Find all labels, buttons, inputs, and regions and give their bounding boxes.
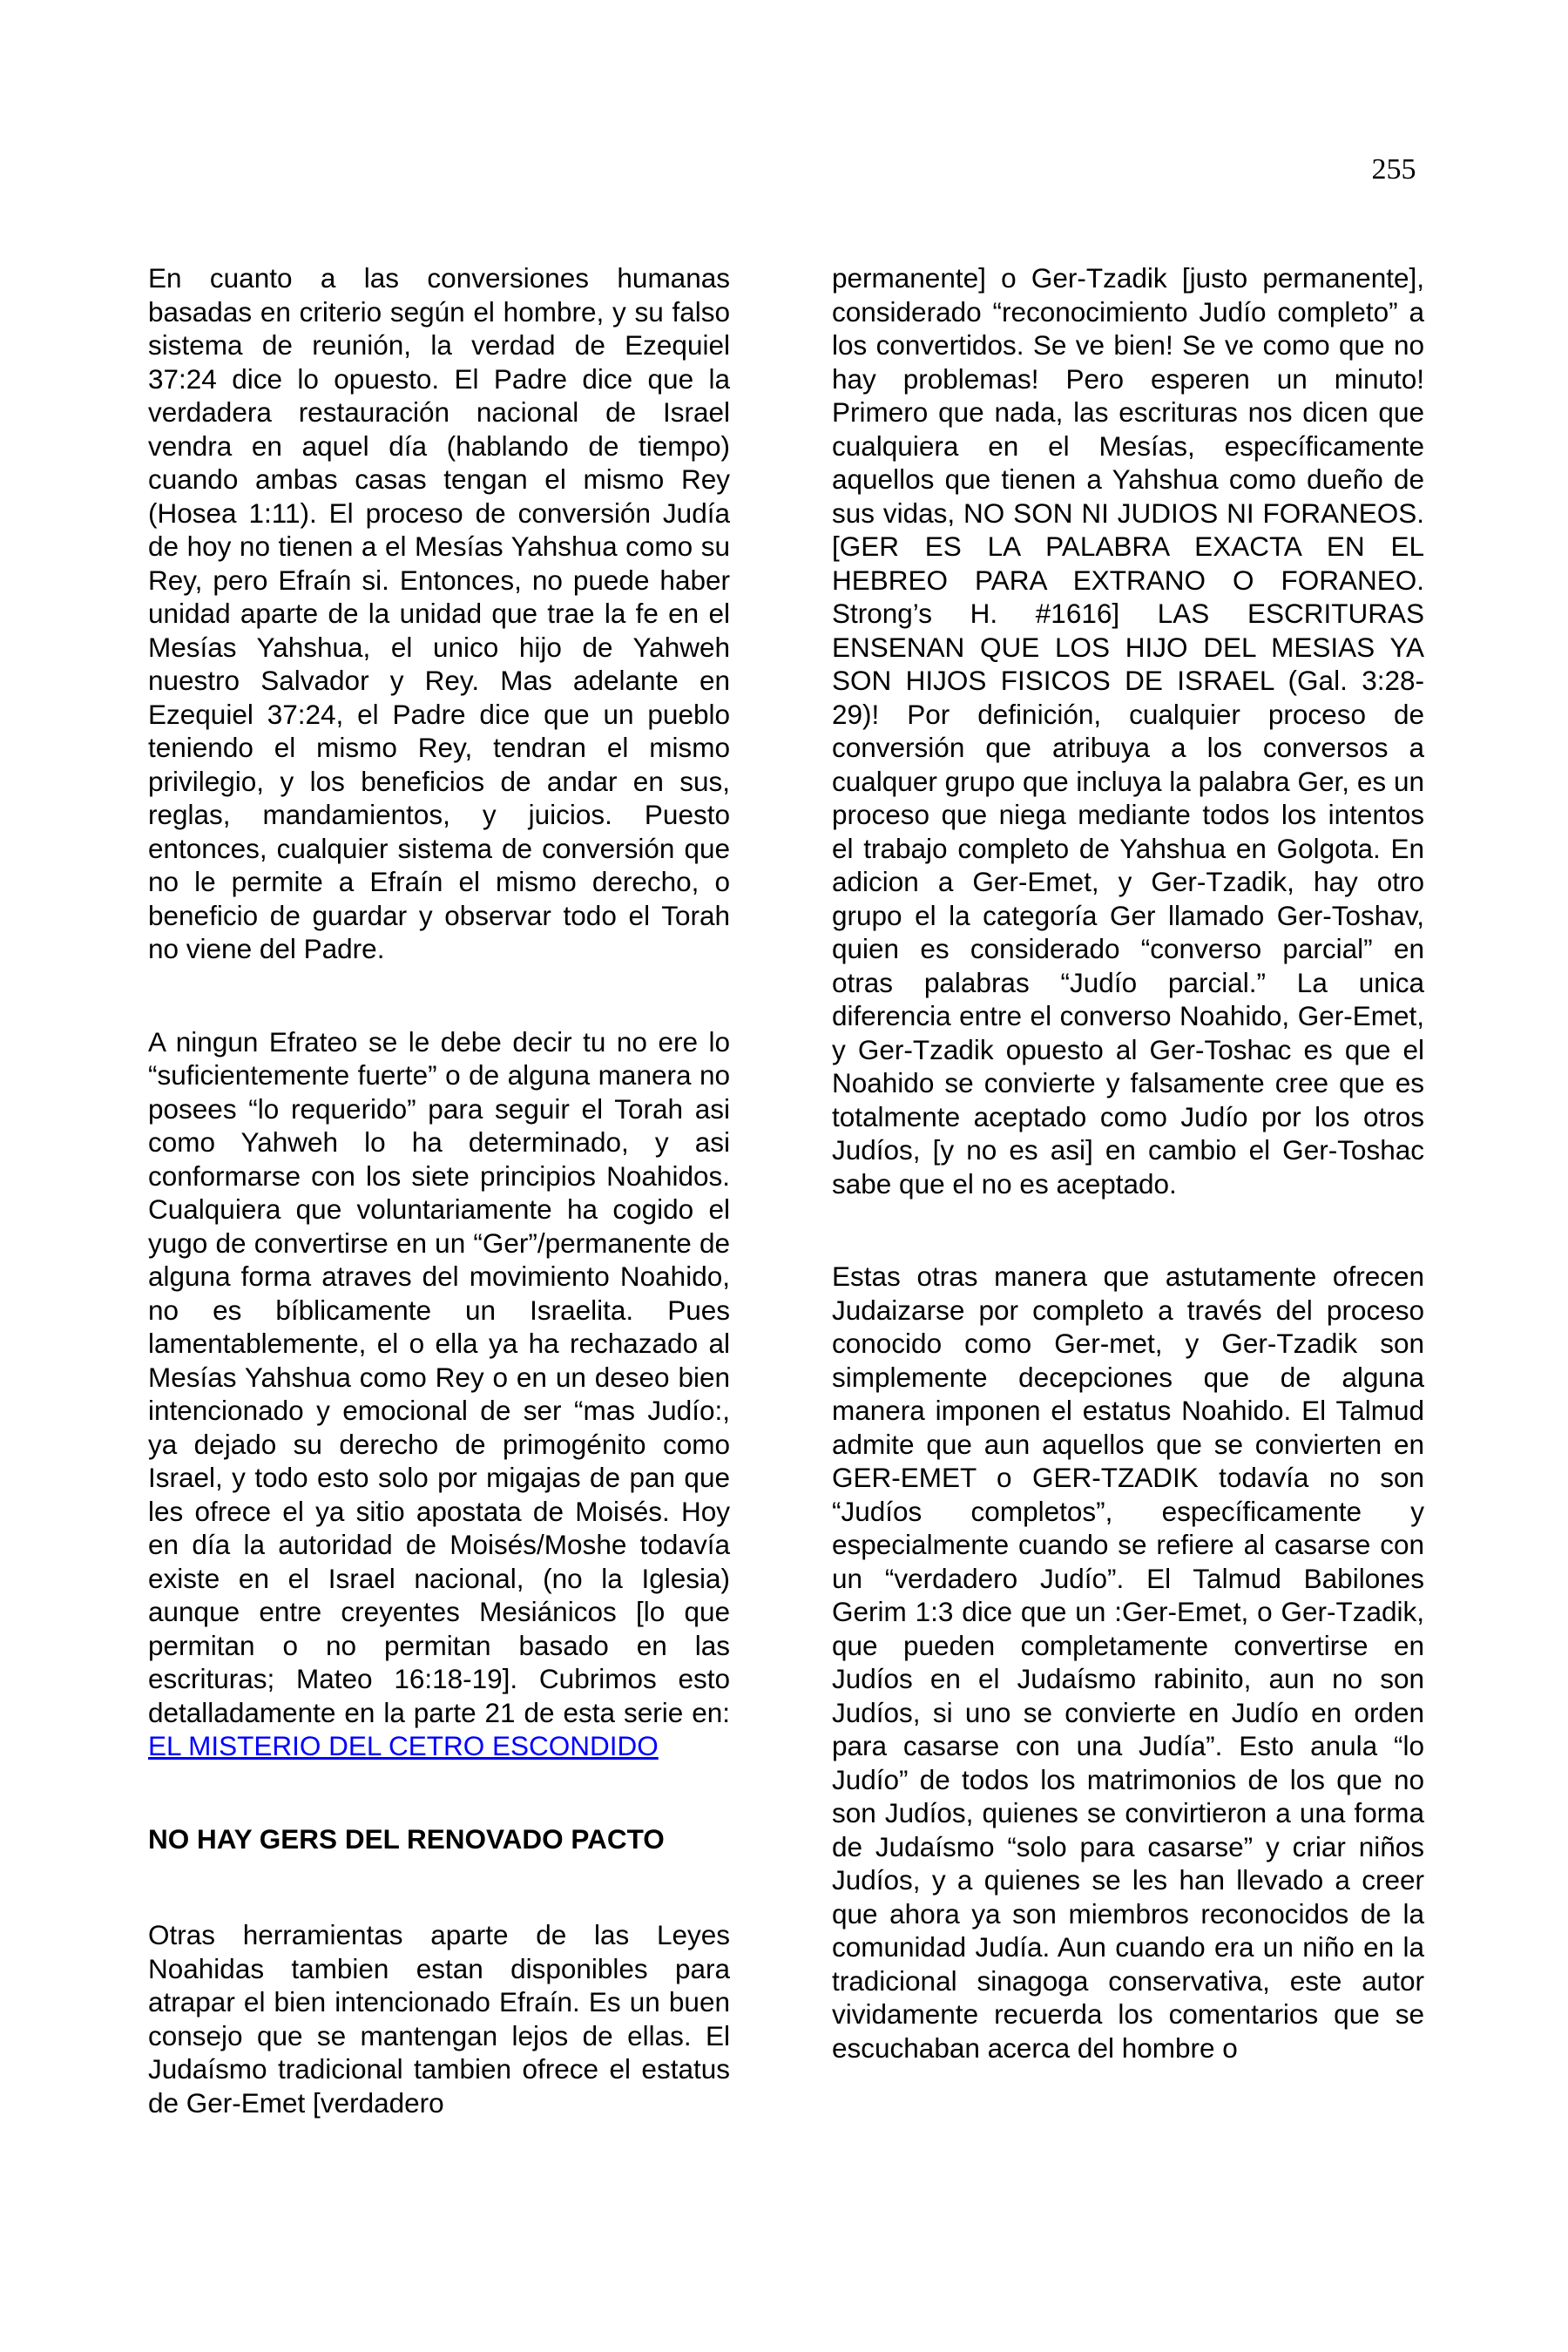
paragraph-otras-herramientas: Otras herramientas aparte de las Leyes Noahidas tambien estan disponibles para atrapar el bien intencionado Efraín. Es un buen consejo que se mantengan lejos de ellas. El Judaísmo tradicional tambien ofrece el estatus de Ger-Emet [verdadero: [148, 1919, 730, 2119]
section-heading-no-hay-gers: NO HAY GERS DEL RENOVADO PACTO: [148, 1822, 665, 1855]
paragraph-efrateo-text: A ningun Efrateo se le debe decir tu no ere lo “suficientemente fuerte” o de alguna manera no posees “lo requerido” para seguir el Torah asi como Yahweh lo ha determinado, y asi conformarse con los siete principios Noahidos. Cualquiera que voluntariamente ha cogido el yugo de convertirse en un “Ger”/permanente de alguna forma atraves del movimiento Noahido, no es bíblicamente un Israelita. Pues lamentablemente, el o ella ya ha rechazado al Mesías Yahshua como Rey o en un deseo bien intencionado y emocional de ser “mas Judío:, ya dejado su derecho de primogénito como Israel, y todo esto solo por migajas de pan que les ofrece el ya sitio apostata de Moisés. Hoy en día la autoridad de Moisés/Moshe todavía existe en el Israel nacional, (no la Iglesia) aunque entre creyentes Mesiánicos [lo que permitan o no permitan basado en las escrituras; Mateo 16:18-19]. Cubrimos esto detalladamente en la parte 21 de esta serie en:: [148, 1025, 730, 1728]
paragraph-estas-otras-maneras: Estas otras manera que astutamente ofrecen Judaizarse por completo a través del proceso conocido como Ger-met, y Ger-Tzadik son simplemente decepciones que de alguna manera imponen el estatus Noahido. El Talmud admite que aun aquellos que se convierten en GER-EMET o GER-TZADIK todavía no son “Judíos completos”, específicamente y especialmente cuando se refiere al casarse con un “verdadero Judío”. El Talmud Babilones Gerim 1:3 dice que un :Ger-Emet, o Ger-Tzadik, que pueden completamente convertirse en Judíos en el Judaísmo rabinito, aun no son Judíos, si uno se convierte en Judío en orden para casarse con una Judía”. Esto anula “lo Judío” de todos los matrimonios de los que no son Judíos, quienes se convirtieron a una forma de Judaísmo “solo para casarse” y criar niños Judíos, y a quienes se les han llevado a creer que ahora ya son miembros reconocidos de la comunidad Judía. Aun cuando era un niño en la tradicional sinagoga conservativa, este autor vividamente recuerda los comentarios que se escuchaban acerca del hombre o: [832, 1260, 1424, 2064]
paragraph-permanente-ger-tzadik: permanente] o Ger-Tzadik [justo permanente], considerado “reconocimiento Judío completo” a los convertidos. Se ve bien! Se ve como que no hay problemas! Pero esperen un minuto! Primero que nada, las escrituras nos dicen que cualquiera en el Mesías, específicamente aquellos que tienen a Yahshua como dueño de sus vidas, NO SON NI JUDIOS NI FORANEOS. [GER ES LA PALABRA EXACTA EN EL HEBREO PARA EXTRANO O FORANEO. Strong’s H. #1616] LAS ESCRITURAS ENSENAN QUE LOS HIJO DEL MESIAS YA SON HIJOS FISICOS DE ISRAEL (Gal. 3:28-29)! Por definición, cualquier proceso de conversión que atribuya a los conversos a cualquer grupo que incluya la palabra Ger, es un proceso que niega mediante todos los intentos el trabajo completo de Yahshua en Golgota. En adicion a Ger-Emet, y Ger-Tzadik, hay otro grupo el la categoría Ger llamado Ger-Toshav, quien es considerado “converso parcial” en otras palabras “Judío parcial.” La unica diferencia entre el converso Noahido, Ger-Emet, y Ger-Tzadik opuesto al Ger-Toshac es que el Noahido se convierte y falsamente cree que es totalmente aceptado como Judío por los otros Judíos, [y no es asi] en cambio el Ger-Toshac sabe que el no es aceptado.: [832, 262, 1424, 1200]
paragraph-conversiones: En cuanto a las conversiones humanas basadas en criterio según el hombre, y su falso sistema de reunión, la verdad de Ezequiel 37:24 dice lo opuesto. El Padre dice que la verdadera restauración nacional de Israel vendra en aquel día (hablando de tiempo) cuando ambas casas tengan el mismo Rey (Hosea 1:11). El proceso de conversión Judía de hoy no tienen a el Mesías Yahshua como su Rey, pero Efraín si. Entonces, no puede haber unidad aparte de la unidad que trae la fe en el Mesías Yahshua, el unico hijo de Yahweh nuestro Salvador y Rey. Mas adelante en Ezequiel 37:24, el Padre dice que un pueblo teniendo el mismo Rey, tendran el mismo privilegio, y los beneficios de andar en sus, reglas, mandamientos, y juicios. Puesto entonces, cualquier sistema de conversión que no le permite a Efraín el mismo derecho, o beneficio de guardar y observar todo el Torah no viene del Padre.: [148, 262, 730, 964]
left-column: [148, 261, 730, 2179]
page-number: 255: [1371, 153, 1416, 186]
series-part21-link[interactable]: EL MISTERIO DEL CETRO ESCONDIDO: [148, 1730, 659, 1761]
paragraph-efrateo: [148, 1025, 730, 1763]
right-column: [832, 261, 1424, 2124]
